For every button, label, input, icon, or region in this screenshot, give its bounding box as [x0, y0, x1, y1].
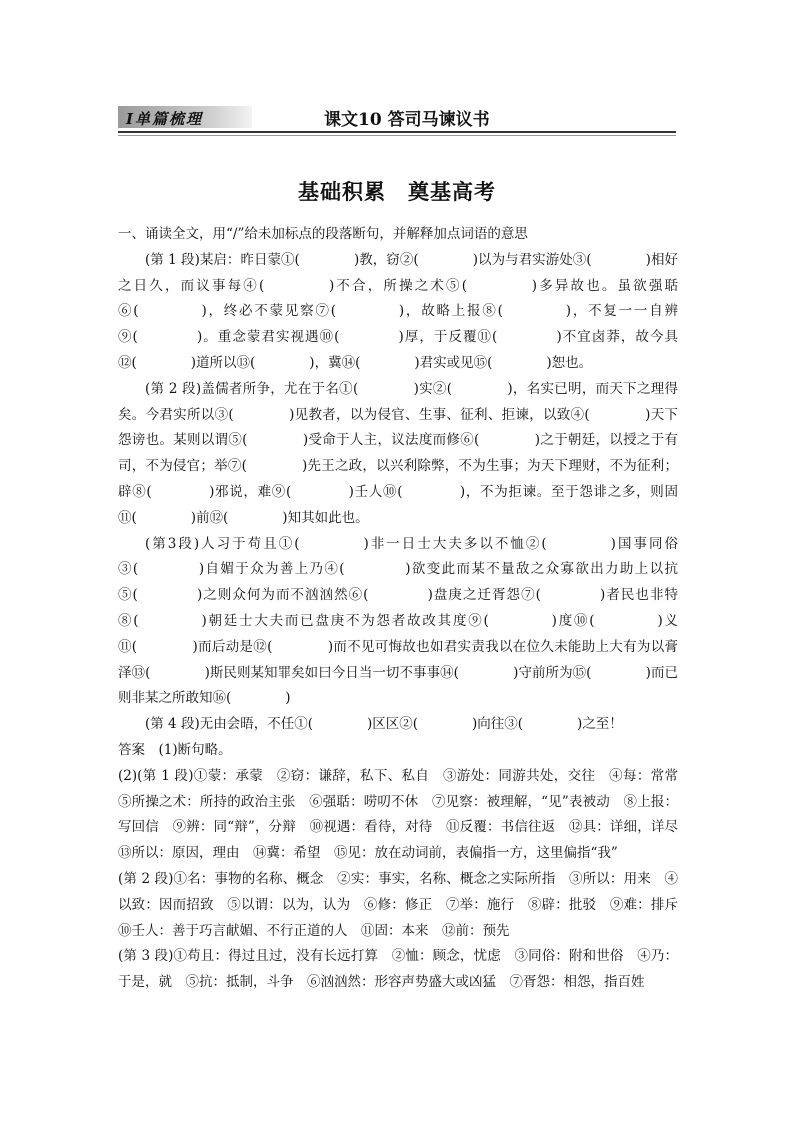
page-header	[118, 96, 676, 136]
section-tag-label: Ⅰ单篇梳理	[126, 110, 204, 128]
paragraph-2: (第 2 段)盖儒者所争，尤在于名①( )实②( )，名实已明，而天下之理得矣。今君实所以③( )见教者，以为侵官、生事、征利、拒谏，以致④( )天下怨谤也。某则以谓⑤( )受命于人主，议法度而修⑥( )之于朝廷，以授之于有司，不为侵官；举⑦( )先王之政，以兴利除弊，不为生事；为天下理财，不为征利；辟⑧( )邪说，难⑨( )壬人⑩( )，不为拒谏。至于怨诽之多，则固⑪( )前⑫( )知其如此也。	[118, 380, 678, 526]
document-body	[118, 222, 692, 996]
exercise-instruction: 一、诵读全文，用“/”给未加标点的段落断句，并解释加点词语的意思	[118, 226, 528, 242]
paragraph-3: (第3段)人习于苟且①( )非一日士大夫多以不恤②( )国事同俗③( )自媚于众为善上乃④( )欲变此而某不量敌之众寡欲出力助上以抗⑤( )之则众何为而不汹汹然⑥( )盘庚之迁胥怨⑦( )者民也非特⑧( )朝廷士大夫而已盘庚不为怨者故改其度⑨( )度⑩( )义⑪( )而后动是⑫( )而不见可悔故也如君实责我以在位久未能助上大有为以膏泽⑬( )斯民则某知罪矣如曰今日当一切不事事⑭( )守前所为⑮( )而已则非某之所敢知⑯( )	[118, 535, 678, 707]
answer-para-3: (第 3 段)①苟且：得过且过，没有长远打算 ②恤：顾念，忧虑 ③同俗：附和世俗 ④乃：于是，就 ⑤抗：抵制，斗争 ⑥汹汹然：形容声势盛大或凶猛 ⑦胥怨：相怨，指百姓	[118, 948, 678, 991]
header-rule-thin	[118, 135, 676, 136]
answer-heading: 答案 (1)断句略。	[118, 741, 232, 758]
answer-para-2: (第 2 段)①名：事物的名称、概念 ②实：事实，名称、概念之实际所指 ③所以：用来 ④以致：因而招致 ⑤以谓：以为，认为 ⑥修：修正 ⑦举：施行 ⑧辟：批驳 ⑨难：排斥 ⑩壬人：善于巧言献媚、不行正道的人 ⑪固：本来 ⑫前：预先	[118, 870, 692, 939]
paragraph-1: (第 1 段)某启：昨日蒙①( )教，窃②( )以为与君实游处③( )相好之日久，而议事每④( )不合，所操之术⑤( )多异故也。虽欲强聒⑥( )，终必不蒙见察⑦( )，故略上报⑧( )，不复一一自辨⑨( )。重念蒙君实视遇⑩( )厚，于反覆⑪( )不宜卤莽，故今具⑫( )道所以⑬( )，冀⑭( )君实或见⑮( )恕也。	[118, 251, 678, 371]
section-title: 基础积累 奠基高考	[298, 179, 496, 204]
answer-para-1: (2)(第 1 段)①蒙：承蒙 ②窃：谦辞，私下、私自 ③游处：同游共处，交往 ④每：常常 ⑤所操之术：所持的政治主张 ⑥强聒：唠叨不休 ⑦见察：被理解，“见”表被动 ⑧上报：写回信 ⑨辨：同“辩”，分辩 ⑩视遇：看待，对待 ⑪反覆：书信往返 ⑫具：详细，详尽 ⑬所以：原因，理由 ⑭冀：希望 ⑮见：放在动词前，表偏指一方，这里偏指“我”	[118, 767, 692, 862]
lesson-title: 课文10 答司马谏议书	[324, 110, 490, 130]
header-rule	[118, 131, 676, 133]
paragraph-4: (第 4 段)无由会晤，不任①( )区区②( )向往③( )之至！	[145, 716, 623, 733]
